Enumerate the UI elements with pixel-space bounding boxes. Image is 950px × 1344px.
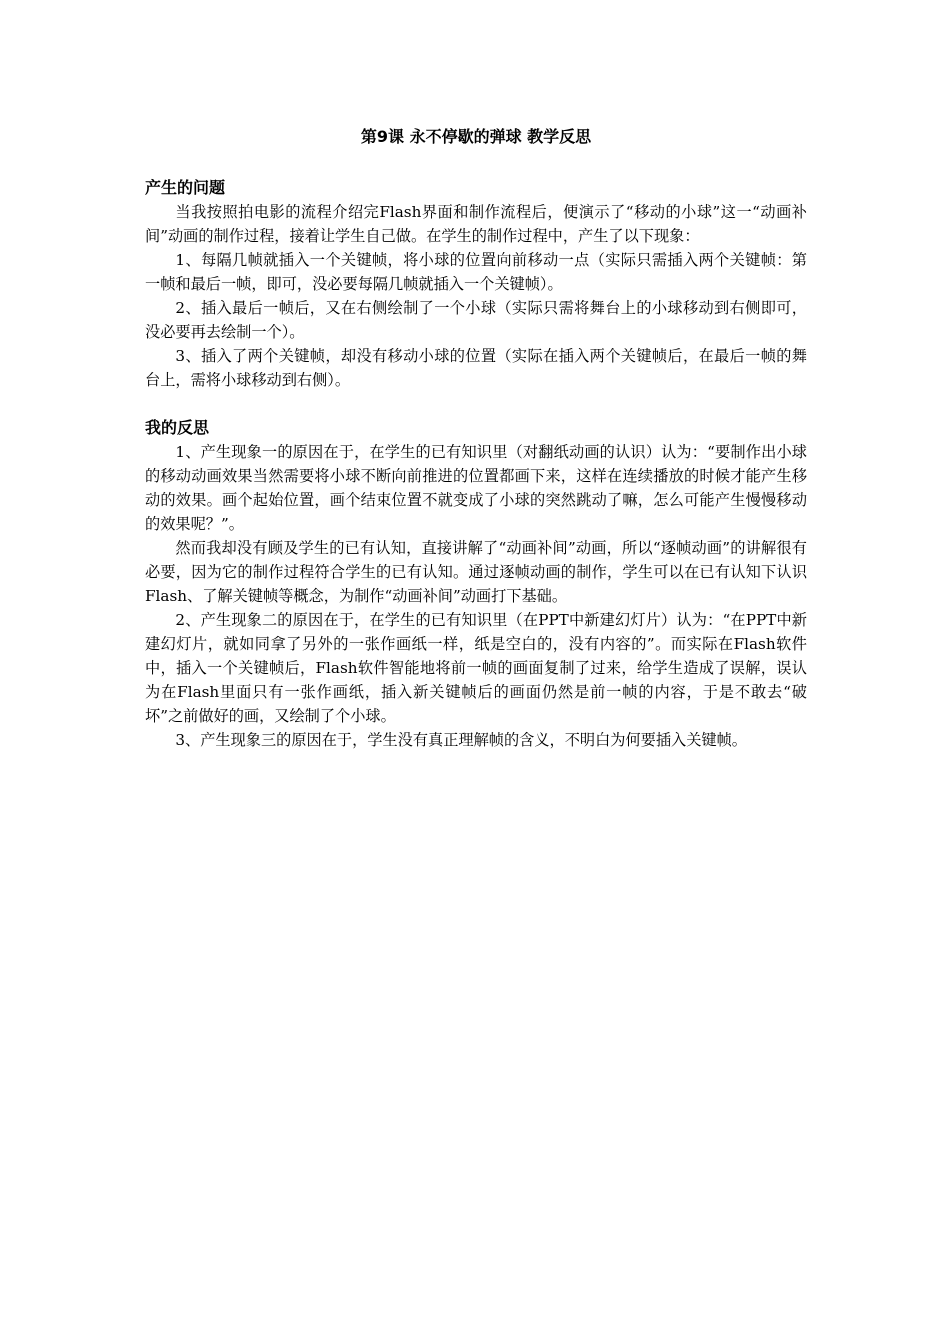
section-heading-problems: 产生的问题 — [145, 178, 226, 197]
section-problems — [145, 176, 807, 392]
document-body — [145, 124, 807, 752]
paragraph-reflection-4: 3、产生现象三的原因在于，学生没有真正理解帧的含义，不明白为何要插入关键帧。 — [175, 731, 747, 749]
section-spacer — [145, 392, 807, 416]
paragraph-reflection-1: 1、产生现象一的原因在于，在学生的已有知识里（对翻纸动画的认识）认为：“要制作出小球的移动动画效果当然需要将小球不断向前推进的位置都画下来，这样在连续播放的时候才能产生移动的效果。画个起始位置，画个结束位置不就变成了小球的突然跳动了嘛，怎么可能产生慢慢移动的效果呢？”。 — [145, 443, 807, 533]
paragraph-phenomenon-1: 1、每隔几帧就插入一个关键帧，将小球的位置向前移动一点（实际只需插入两个关键帧：第一帧和最后一帧，即可，没必要每隔几帧就插入一个关键帧）。 — [145, 251, 807, 293]
section-reflection — [145, 416, 807, 752]
paragraph-phenomenon-3: 3、插入了两个关键帧，却没有移动小球的位置（实际在插入两个关键帧后，在最后一帧的舞台上，需将小球移动到右侧）。 — [145, 347, 807, 389]
page-title: 第9课 永不停歇的弹球 教学反思 — [360, 127, 592, 146]
paragraph-phenomenon-2: 2、插入最后一帧后，又在右侧绘制了一个小球（实际只需将舞台上的小球移动到右侧即可，没必要再去绘制一个）。 — [145, 299, 807, 341]
paragraph-intro: 当我按照拍电影的流程介绍完Flash界面和制作流程后，便演示了“移动的小球”这一“动画补间”动画的制作过程，接着让学生自己做。在学生的制作过程中，产生了以下现象： — [145, 203, 807, 245]
section-heading-reflection: 我的反思 — [145, 418, 210, 437]
paragraph-reflection-2: 然而我却没有顾及学生的已有认知，直接讲解了“动画补间”动画，所以“逐帧动画”的讲解很有必要，因为它的制作过程符合学生的已有认知。通过逐帧动画的制作，学生可以在已有认知下认识Flash、了解关键帧等概念，为制作“动画补间”动画打下基础。 — [145, 539, 807, 605]
paragraph-reflection-3: 2、产生现象二的原因在于，在学生的已有知识里（在PPT中新建幻灯片）认为：“在PPT中新建幻灯片，就如同拿了另外的一张作画纸一样，纸是空白的，没有内容的”。而实际在Flash软件中，插入一个关键帧后，Flash软件智能地将前一帧的画面复制了过来，给学生造成了误解，误认为在Flash里面只有一张作画纸，插入新关键帧后的画面仍然是前一帧的内容，于是不敢去“破坏”之前做好的画，又绘制了个小球。 — [145, 611, 807, 725]
